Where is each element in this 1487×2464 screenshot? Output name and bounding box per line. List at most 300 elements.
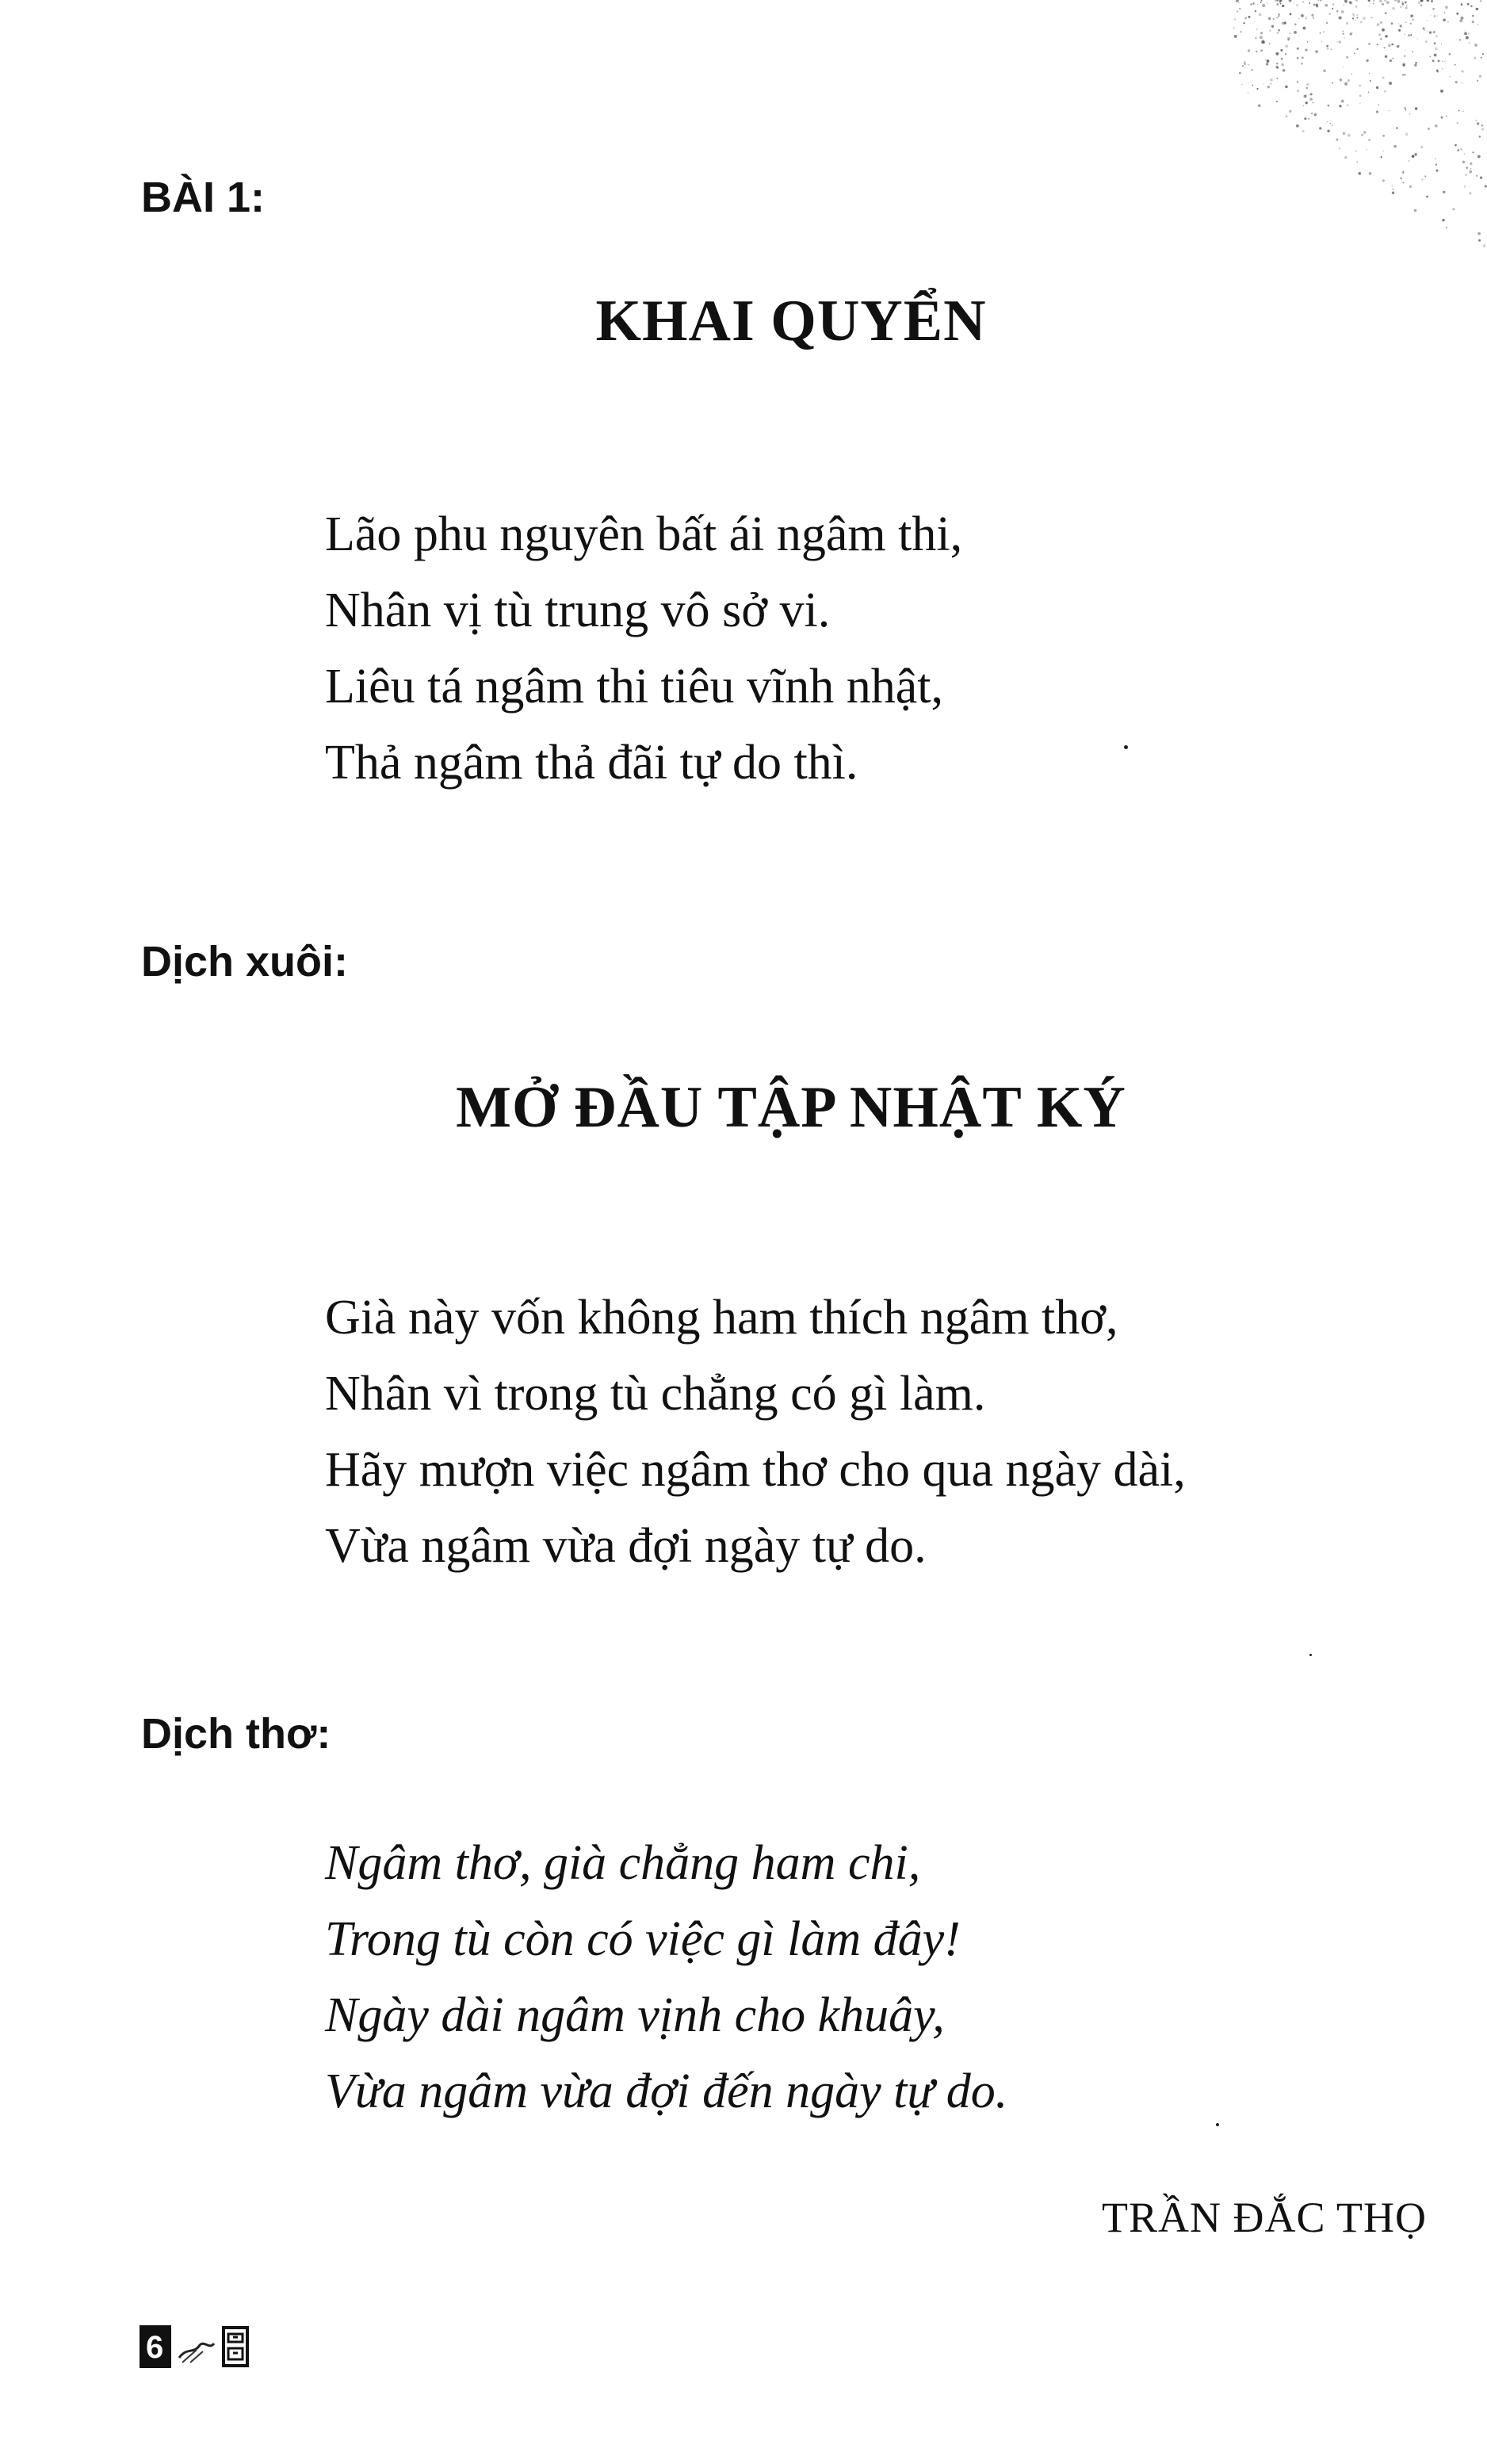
speckle-dot: [1426, 196, 1428, 198]
speckle-dot: [1248, 49, 1250, 52]
speckle-dot: [1469, 192, 1471, 194]
speckle-dot: [1446, 227, 1447, 228]
speckle-dot: [1234, 18, 1236, 20]
speckle-dot: [1392, 58, 1393, 59]
speckle-dot: [1363, 131, 1366, 133]
speckle-dot: [1404, 55, 1405, 57]
speckle-dot: [1462, 111, 1463, 112]
prose-line: Nhân vì trong tù chẳng có gì làm.: [325, 1367, 986, 1421]
speckle-dot: [1412, 155, 1414, 158]
speckle-dot: [1344, 156, 1347, 159]
speckle-dot: [1455, 39, 1457, 40]
speckle-dot: [1305, 48, 1307, 51]
speckle-dot: [1424, 175, 1426, 177]
speckle-dot: [1271, 25, 1274, 28]
speckle-dot: [1252, 2, 1254, 4]
speckle-dot: [1343, 33, 1344, 35]
speckle-dot: [1378, 33, 1380, 35]
speckle-dot: [1251, 69, 1252, 71]
speckle-dot: [1442, 60, 1443, 62]
speckle-dot: [1336, 139, 1338, 141]
speckle-dot: [1406, 5, 1408, 6]
speckle-dot: [1332, 82, 1333, 84]
speckle-dot: [1394, 0, 1397, 2]
speckle-dot: [1467, 3, 1470, 6]
speckle-dot: [1414, 153, 1416, 155]
speckle-dot: [1354, 52, 1355, 54]
speckle-dot: [1294, 31, 1297, 34]
speckle-dot: [1435, 48, 1438, 51]
speckle-dot: [1382, 3, 1384, 6]
speckle-dot: [1434, 42, 1436, 44]
speckle-dot: [1369, 73, 1370, 74]
speckle-dot: [1281, 63, 1284, 67]
speckle-dot: [1280, 0, 1282, 2]
speckle-dot: [1276, 101, 1278, 102]
speckle-dot: [1336, 10, 1338, 12]
speckle-dot: [1376, 86, 1378, 89]
speckle-dot: [1480, 176, 1482, 178]
speckle-dot: [1250, 3, 1252, 5]
speckle-dot: [1239, 72, 1240, 74]
speckle-dot: [1397, 45, 1399, 48]
speckle-dot: [1393, 189, 1394, 190]
speckle-dot: [1396, 127, 1398, 129]
speckle-dot: [1423, 27, 1425, 29]
speckle-dot: [1409, 113, 1410, 115]
speckle-dot: [1304, 95, 1307, 98]
speckle-dot: [1359, 102, 1360, 103]
speckle-dot: [1361, 134, 1363, 136]
speckle-dot: [1466, 167, 1468, 169]
prose-line: Hãy mượn việc ngâm thơ cho qua ngày dài,: [325, 1443, 1186, 1497]
speckle-dot: [1351, 32, 1353, 33]
speckle-dot: [1302, 2, 1304, 3]
speckle-dot: [1296, 4, 1298, 6]
verse-translation-label: Dịch thơ:: [141, 1710, 331, 1758]
speckle-dot: [1355, 20, 1356, 21]
speckle-dot: [1470, 168, 1471, 169]
speckle-dot: [1438, 59, 1440, 62]
verse-line: Trong tù còn có việc gì làm đây!: [325, 1912, 961, 1966]
speckle-dot: [1267, 2, 1268, 4]
speckle-dot: [1327, 129, 1329, 132]
speckle-dot: [1297, 81, 1298, 82]
speckle-dot: [1325, 4, 1328, 7]
scan-dot: [1216, 2123, 1219, 2126]
speckle-dot: [1368, 43, 1370, 45]
speckle-dot: [1402, 172, 1404, 174]
speckle-dot: [1256, 51, 1257, 52]
speckle-dot: [1330, 123, 1331, 124]
speckle-dot: [1481, 124, 1484, 127]
verse-line: Ngâm thơ, già chẳng ham chi,: [325, 1836, 921, 1890]
speckle-dot: [1421, 178, 1424, 181]
speckle-dot: [1261, 0, 1263, 2]
speckle-dot: [1402, 171, 1404, 173]
speckle-dot: [1475, 8, 1477, 10]
speckle-dot: [1392, 192, 1394, 194]
speckle-dot: [1457, 122, 1458, 124]
speckle-dot: [1284, 21, 1286, 24]
speckle-dot: [1254, 21, 1255, 22]
poem-line: Liêu tá ngâm thi tiêu vĩnh nhật,: [325, 660, 943, 714]
speckle-dot: [1339, 105, 1341, 107]
speckle-dot: [1326, 45, 1328, 48]
speckle-dot: [1305, 16, 1306, 17]
speckle-dot: [1385, 12, 1387, 14]
speckle-dot: [1309, 94, 1310, 96]
speckle-dot: [1464, 153, 1465, 154]
speckle-dot: [1404, 34, 1405, 35]
speckle-dot: [1402, 64, 1405, 67]
speckle-dot: [1278, 13, 1280, 16]
speckle-dot: [1402, 182, 1404, 183]
speckle-dot: [1405, 7, 1408, 10]
speckle-dot: [1297, 57, 1299, 59]
page-number: 6: [140, 2325, 171, 2368]
speckle-dot: [1304, 117, 1306, 120]
speckle-dot: [1420, 0, 1423, 2]
speckle-dot: [1440, 90, 1443, 93]
speckle-dot: [1434, 15, 1436, 17]
speckle-dot: [1243, 22, 1244, 24]
scan-dot: [1124, 745, 1128, 749]
speckle-dot: [1270, 78, 1273, 82]
speckle-dot: [1405, 49, 1406, 50]
speckle-dot: [1445, 6, 1448, 9]
speckle-dot: [1305, 101, 1308, 104]
speckle-dot: [1285, 86, 1288, 89]
speckle-dot: [1244, 17, 1248, 20]
speckle-dot: [1296, 124, 1299, 128]
speckle-dot: [1377, 44, 1378, 45]
speckle-dot: [1477, 80, 1478, 82]
speckle-dot: [1417, 38, 1419, 40]
speckle-dot: [1437, 71, 1439, 72]
verse-line: Vừa ngâm vừa đợi đến ngày tự do.: [325, 2064, 1008, 2118]
speckle-dot: [1389, 82, 1392, 85]
speckle-dot: [1327, 121, 1328, 122]
speckle-dot: [1425, 40, 1428, 43]
speckle-dot: [1404, 107, 1406, 109]
decorative-ornament-icon: [176, 2323, 252, 2370]
speckle-dot: [1465, 174, 1467, 176]
speckle-dot: [1384, 90, 1386, 93]
speckle-dot: [1282, 69, 1286, 72]
speckle-dot: [1366, 149, 1367, 151]
poem-line: Nhân vị tù trung vô sở vi.: [325, 583, 831, 637]
speckle-dot: [1452, 208, 1455, 210]
speckle-dot: [1350, 2, 1353, 5]
speckle-dot: [1281, 58, 1283, 60]
speckle-dot: [1435, 35, 1438, 37]
speckle-dot: [1320, 0, 1322, 2]
speckle-dot: [1410, 14, 1413, 17]
speckle-dot: [1297, 48, 1299, 50]
speckle-dot: [1391, 186, 1393, 187]
poem-title: KHAI QUYỂN: [595, 289, 987, 354]
speckle-dot: [1479, 75, 1481, 77]
speckle-dot: [1356, 48, 1359, 51]
poem-number-label: BÀI 1:: [141, 174, 266, 221]
speckle-dot: [1368, 139, 1370, 141]
speckle-dot: [1379, 0, 1382, 2]
speckle-dot: [1276, 67, 1279, 69]
speckle-dot: [1464, 33, 1467, 36]
speckle-dot: [1368, 91, 1369, 92]
speckle-dot: [1278, 15, 1279, 17]
speckle-dot: [1277, 0, 1278, 1]
speckle-dot: [1266, 63, 1268, 65]
prose-translation-stanza: [325, 1280, 1186, 1584]
speckle-dot: [1260, 2, 1262, 3]
speckle-dot: [1332, 3, 1334, 5]
speckle-dot: [1275, 65, 1279, 68]
speckle-dot: [1435, 124, 1438, 128]
speckle-dot: [1356, 14, 1358, 16]
speckle-dot: [1262, 40, 1265, 44]
speckle-dot: [1470, 163, 1472, 165]
speckle-dot: [1248, 64, 1250, 66]
speckle-dot: [1338, 40, 1341, 44]
speckle-dot: [1260, 32, 1263, 34]
speckle-dot: [1339, 17, 1342, 20]
speckle-dot: [1350, 33, 1352, 35]
speckle-dot: [1474, 44, 1477, 47]
speckle-dot: [1455, 81, 1458, 83]
speckle-dot: [1234, 35, 1237, 38]
speckle-dot: [1477, 232, 1481, 235]
speckle-dot: [1344, 82, 1347, 86]
prose-translation-label: Dịch xuôi:: [141, 938, 349, 985]
speckle-dot: [1315, 50, 1318, 53]
speckle-dot: [1289, 110, 1291, 113]
speckle-dot: [1240, 31, 1241, 33]
speckle-dot: [1405, 133, 1409, 136]
speckle-dot: [1470, 5, 1473, 7]
speckle-dot: [1429, 31, 1432, 33]
speckle-dot: [1321, 40, 1322, 42]
speckle-dot: [1352, 17, 1354, 19]
speckle-dot: [1238, 2, 1240, 4]
speckle-dot: [1380, 21, 1382, 24]
speckle-dot: [1268, 17, 1271, 20]
speckle-dot: [1285, 53, 1286, 55]
speckle-dot: [1311, 14, 1313, 17]
speckle-dot: [1277, 33, 1279, 34]
speckle-dot: [1301, 63, 1303, 65]
speckle-dot: [1255, 37, 1256, 39]
speckle-dot: [1405, 22, 1406, 23]
speckle-dot: [1331, 48, 1332, 50]
speckle-dot: [1461, 70, 1463, 72]
speckle-dot: [1459, 39, 1462, 41]
speckle-dot: [1282, 5, 1284, 7]
original-poem-stanza: [325, 496, 962, 801]
speckle-dot: [1256, 88, 1258, 90]
speckle-dot: [1461, 3, 1463, 6]
speckle-dot: [1393, 44, 1394, 45]
speckle-dot: [1307, 41, 1309, 43]
speckle-dot: [1462, 161, 1466, 164]
speckle-dot: [1278, 29, 1280, 32]
speckle-dot: [1432, 59, 1435, 62]
scan-dot: [1309, 1654, 1312, 1656]
speckle-dot: [1409, 160, 1410, 162]
speckle-dot: [1239, 8, 1241, 10]
speckle-dot: [1434, 54, 1437, 57]
speckle-dot: [1477, 122, 1479, 124]
speckle-dot: [1313, 102, 1314, 104]
speckle-dot: [1427, 20, 1428, 21]
speckle-dot: [1355, 6, 1357, 7]
speckle-dot: [1481, 57, 1482, 59]
speckle-dot: [1262, 40, 1263, 41]
speckle-dot: [1477, 155, 1481, 158]
speckle-dot: [1343, 31, 1344, 32]
speckle-dot: [1410, 23, 1412, 25]
speckle-dot: [1236, 1, 1237, 2]
speckle-dot: [1430, 15, 1431, 16]
speckle-dot: [1468, 33, 1470, 34]
speckle-dot: [1343, 4, 1344, 6]
speckle-dot: [1344, 0, 1347, 2]
speckle-dot: [1328, 13, 1331, 15]
speckle-dot: [1385, 35, 1388, 38]
speckle-dot: [1275, 52, 1279, 55]
speckle-dot: [1427, 0, 1430, 2]
speckle-dot: [1280, 49, 1282, 52]
speckle-dot: [1316, 4, 1318, 6]
speckle-dot: [1481, 128, 1484, 130]
speckle-dot: [1428, 128, 1430, 130]
speckle-dot: [1313, 4, 1316, 6]
speckle-dot: [1298, 18, 1300, 20]
speckle-dot: [1433, 31, 1435, 33]
speckle-dot: [1397, 0, 1401, 3]
speckle-dot: [1353, 15, 1355, 17]
speckle-dot: [1340, 41, 1341, 42]
speckle-dot: [1346, 22, 1348, 25]
speckle-dot: [1285, 44, 1288, 48]
speckle-dot: [1289, 33, 1290, 34]
speckle-dot: [1294, 23, 1297, 25]
speckle-dot: [1443, 191, 1445, 193]
speckle-dot: [1469, 42, 1470, 43]
speckle-dot: [1402, 74, 1405, 76]
speckle-dot: [1420, 0, 1424, 2]
poem-line: Thả ngâm thả đãi tự do thì.: [325, 736, 858, 790]
speckle-dot: [1269, 29, 1271, 32]
speckle-dot: [1380, 38, 1382, 40]
speckle-dot: [1302, 130, 1305, 132]
speckle-dot: [1400, 25, 1402, 27]
speckle-dot: [1332, 8, 1333, 10]
speckle-dot: [1449, 53, 1451, 55]
speckle-dot: [1382, 135, 1385, 137]
speckle-dot: [1260, 49, 1263, 52]
speckle-dot: [1472, 15, 1474, 17]
speckle-dot: [1415, 107, 1418, 110]
speckle-dot: [1319, 127, 1321, 129]
translator-name: TRẦN ĐẮC THỌ: [1101, 2194, 1427, 2241]
speckle-dot: [1286, 115, 1288, 117]
speckle-dot: [1305, 94, 1307, 97]
speckle-dot: [1483, 244, 1486, 247]
speckle-dot: [1412, 155, 1414, 157]
speckle-dot: [1360, 21, 1363, 23]
speckle-dot: [1384, 0, 1386, 2]
speckle-dot: [1317, 0, 1319, 1]
speckle-dot: [1301, 14, 1304, 17]
speckle-dot: [1412, 51, 1413, 52]
speckle-dot: [1255, 10, 1256, 12]
poem-line: Lão phu nguyên bất ái ngâm thi,: [325, 507, 963, 561]
speckle-dot: [1310, 93, 1313, 95]
speckle-dot: [1359, 95, 1362, 98]
speckle-dot: [1313, 17, 1314, 19]
speckle-dot: [1259, 13, 1262, 17]
speckle-dot: [1305, 87, 1307, 89]
speckle-dot: [1339, 147, 1340, 149]
speckle-dot: [1373, 0, 1374, 2]
speckle-dot: [1427, 31, 1428, 33]
speckle-dot: [1320, 33, 1321, 34]
speckle-dot: [1430, 56, 1431, 57]
speckle-dot: [1472, 21, 1474, 23]
speckle-dot: [1382, 179, 1385, 182]
speckle-dot: [1440, 117, 1443, 119]
prose-translation-title: MỞ ĐẦU TẬP NHẬT KÝ: [456, 1075, 1126, 1140]
speckle-dot: [1242, 65, 1244, 67]
speckle-dot: [1271, 83, 1272, 85]
speckle-dot: [1377, 23, 1380, 26]
speckle-dot: [1233, 27, 1235, 29]
speckle-dot: [1275, 0, 1277, 2]
speckle-dot: [1480, 0, 1481, 2]
speckle-dot: [1279, 2, 1281, 3]
speckle-dot: [1413, 37, 1414, 38]
speckle-dot: [1343, 132, 1346, 136]
speckle-dot: [1376, 111, 1378, 113]
speckle-dot: [1459, 19, 1462, 22]
speckle-dot: [1457, 149, 1459, 151]
speckle-dot: [1432, 8, 1435, 10]
speckle-dot: [1476, 120, 1477, 121]
speckle-dot: [1409, 186, 1412, 188]
speckle-dot: [1469, 170, 1472, 174]
speckle-dot: [1392, 7, 1395, 10]
speckle-dot: [1414, 64, 1416, 67]
speckle-dot: [1308, 118, 1310, 121]
speckle-dot: [1347, 134, 1351, 137]
speckle-dot: [1391, 22, 1393, 25]
speckle-dot: [1367, 0, 1370, 2]
speckle-dot: [1382, 150, 1384, 151]
speckle-dot: [1455, 144, 1457, 147]
speckle-dot: [1402, 63, 1405, 66]
speckle-dot: [1461, 17, 1464, 20]
speckle-dot: [1415, 62, 1417, 64]
speckle-dot: [1400, 6, 1401, 8]
speckle-dot: [1390, 59, 1392, 62]
speckle-dot: [1466, 36, 1469, 40]
speckle-dot: [1444, 12, 1446, 13]
speckle-dot: [1455, 64, 1456, 66]
prose-line: Vừa ngâm vừa đợi ngày tự do.: [325, 1519, 927, 1573]
speckle-dot: [1261, 40, 1264, 44]
